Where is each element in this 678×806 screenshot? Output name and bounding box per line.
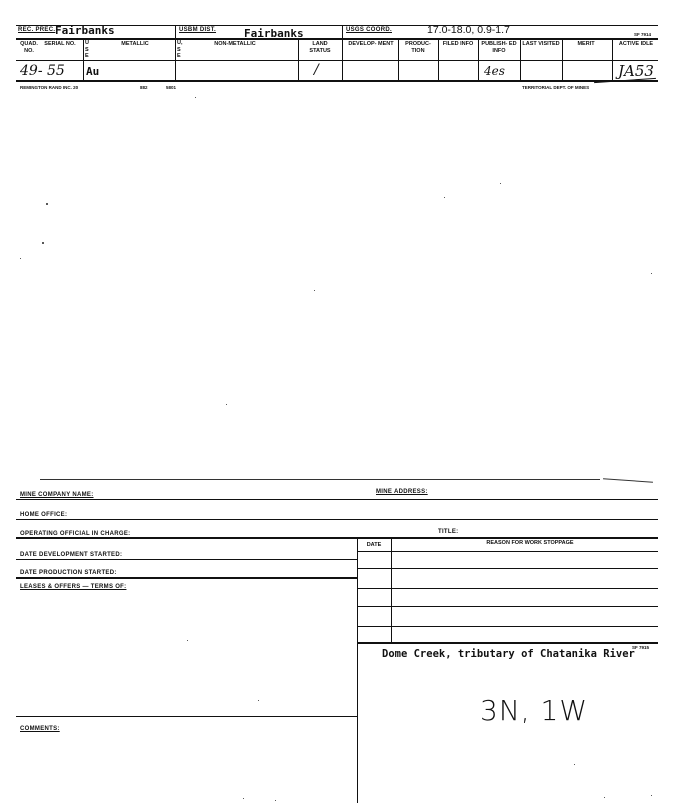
col-published-info: PUBLISH- ED INFO xyxy=(481,41,517,54)
column-header-underline xyxy=(16,60,658,61)
col-serial-no: SERIAL NO. xyxy=(44,41,76,47)
speck xyxy=(275,800,276,801)
speck xyxy=(444,197,445,198)
date-development-label: DATE DEVELOPMENT STARTED: xyxy=(20,552,123,558)
comments-label: COMMENTS: xyxy=(20,726,60,732)
speck xyxy=(651,273,652,274)
home-office-underline xyxy=(16,519,658,520)
col-production: PRODUC- TION xyxy=(405,41,431,54)
speck xyxy=(187,640,188,641)
land-status-value: / xyxy=(314,62,319,78)
form-number-2: SF 7915 xyxy=(632,645,650,650)
stoppage-date-divider xyxy=(391,537,392,643)
speck xyxy=(314,290,315,291)
stoppage-row-line-4 xyxy=(357,626,658,627)
stoppage-left-border xyxy=(357,537,358,643)
speck xyxy=(500,183,501,184)
location-description: Dome Creek, tributary of Chatanika River xyxy=(382,648,635,660)
col-quad-no: QUAD. NO. xyxy=(20,41,38,54)
date-production-label: DATE PRODUCTION STARTED: xyxy=(20,570,117,576)
lower-top-curve xyxy=(40,479,600,480)
speck xyxy=(604,797,605,798)
col-merit: MERIT xyxy=(577,41,595,47)
usbm-dist-value: Fairbanks xyxy=(244,27,304,40)
title-label: TITLE: xyxy=(438,529,459,535)
leases-offers-label: LEASES & OFFERS — TERMS OF: xyxy=(20,584,127,590)
quad-serial-value: 49- 55 xyxy=(20,63,65,79)
handwritten-grid-ref: 3N, 1W xyxy=(480,694,589,727)
active-idle-value: JA53 xyxy=(618,62,654,80)
stoppage-row-line-1 xyxy=(391,568,658,569)
col-active-idle: ACTIVE IDLE xyxy=(618,41,654,47)
col-metallic: METALLIC xyxy=(121,41,149,47)
date-column-header: DATE xyxy=(366,542,382,548)
date-development-underline-b xyxy=(357,568,391,569)
leases-offers-underline xyxy=(357,588,391,589)
speck xyxy=(651,795,652,796)
usbm-dist-label: USBM DIST. xyxy=(179,27,217,33)
imprint-code-2: 5801 xyxy=(166,85,177,90)
printer-imprint: REMINGTON RAND INC. 20 xyxy=(20,85,79,90)
col-land-status: LAND STATUS xyxy=(309,41,331,54)
col-development: DEVELOP- MENT xyxy=(348,41,394,47)
mine-company-name-label: MINE COMPANY NAME: xyxy=(20,492,94,498)
row-underline xyxy=(16,80,658,82)
col-use-nm: U, S E xyxy=(177,40,183,59)
operating-official-label: OPERATING OFFICIAL IN CHARGE: xyxy=(20,531,131,537)
col-use-m: U S E xyxy=(85,40,89,59)
speck xyxy=(226,404,227,405)
speck xyxy=(46,203,48,205)
speck xyxy=(574,764,575,765)
date-production-underline xyxy=(16,577,357,579)
mine-address-label: MINE ADDRESS: xyxy=(376,489,428,495)
speck xyxy=(42,242,44,244)
mine-company-underline xyxy=(16,499,658,500)
speck xyxy=(195,97,196,98)
speck xyxy=(243,798,244,799)
stoppage-row-line-2 xyxy=(391,588,658,589)
stoppage-row-line-3 xyxy=(357,606,658,607)
col-last-visited: LAST VISITED xyxy=(522,41,560,47)
stoppage-bottom-line xyxy=(357,642,658,644)
usgs-coord-label: USGS COORD. xyxy=(346,27,392,33)
location-left-border xyxy=(357,643,358,803)
speck xyxy=(258,700,259,701)
rec-prec-label: REC. PREC. xyxy=(18,27,56,33)
date-development-underline xyxy=(16,559,357,560)
speck xyxy=(20,258,21,259)
metallic-value: Au xyxy=(86,65,100,78)
rec-prec-value: Fairbanks xyxy=(55,24,115,37)
col-non-metallic: NON-METALLIC xyxy=(214,41,256,47)
stoppage-header-underline xyxy=(357,551,658,552)
lower-top-curve-right xyxy=(603,478,653,482)
form-number: SF 7914 xyxy=(634,32,652,37)
col-filed-info: FILED INFO xyxy=(442,41,474,47)
home-office-label: HOME OFFICE: xyxy=(20,512,68,518)
comments-top-line xyxy=(16,716,357,717)
usgs-coord-value: 17.0-18.0, 0.9-1.7 xyxy=(427,24,510,36)
imprint-code-1: 882 xyxy=(140,85,148,90)
operating-underline xyxy=(16,537,658,539)
reason-column-header: REASON FOR WORK STOPPAGE xyxy=(486,540,574,546)
published-info-value: 4es xyxy=(484,64,505,78)
department-imprint: TERRITORIAL DEPT. OF MINES xyxy=(522,85,590,90)
